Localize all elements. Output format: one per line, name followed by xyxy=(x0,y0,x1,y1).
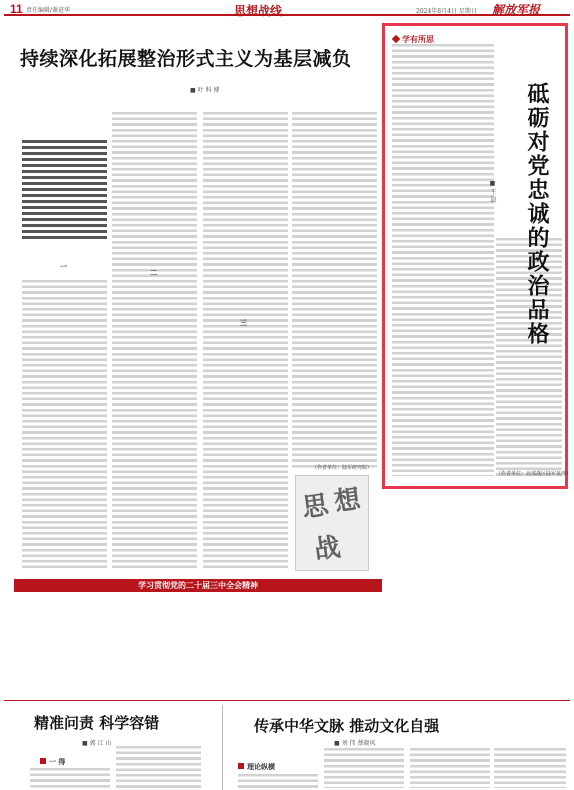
main-column-4 xyxy=(292,112,377,470)
lower-right-column-1 xyxy=(238,774,318,788)
main-footnote: （作者单位：陆军研究院） xyxy=(312,465,373,471)
section-title: 思想战线 xyxy=(234,4,283,18)
subhead-3: 三 xyxy=(240,319,247,327)
masthead-logo: 解放军报 xyxy=(492,3,541,17)
issue-date: 2024年8月4日 星期日 xyxy=(416,8,477,15)
lower-right-subhead: 理论纵横 xyxy=(238,762,275,772)
calligraphy-image: 思 想 战 xyxy=(295,475,369,571)
sidebar-tag: 学有所思 xyxy=(393,34,434,45)
lower-left-column-1 xyxy=(30,768,110,788)
theme-banner: 学习贯彻党的二十届三中全会精神 xyxy=(14,579,382,592)
page-editor: 责任编辑/谢进华 xyxy=(26,7,71,14)
column-separator xyxy=(222,705,223,790)
main-headline: 持续深化拓展整治形式主义为基层减负 xyxy=(20,48,352,70)
sidebar-title: 砥砺对党忠诚的政治品格 xyxy=(524,82,549,346)
lower-right-column-3 xyxy=(410,748,490,788)
lower-left-byline: ■ 郭 江 山 xyxy=(82,740,112,747)
page-number: 11 xyxy=(10,2,23,16)
main-column-2 xyxy=(112,112,197,568)
square-icon xyxy=(238,763,244,769)
lower-right-column-4 xyxy=(494,748,566,788)
section-divider xyxy=(4,700,570,701)
lead-paragraph xyxy=(22,140,107,242)
page-header xyxy=(4,2,570,16)
sidebar-footnote: （作者单位：北部战区陆军某部） xyxy=(496,471,572,477)
diamond-icon xyxy=(392,35,400,43)
lower-right-byline: ■ 刘 伟 蔡晓风 xyxy=(334,740,376,747)
lower-right-headline: 传承中华文脉 推动文化自强 xyxy=(254,717,440,735)
square-icon xyxy=(40,758,46,764)
subhead-2: 二 xyxy=(150,269,157,277)
sidebar-author: ■ 王 晨 xyxy=(489,180,496,203)
main-byline: ■ 叶 科 博 xyxy=(190,87,220,94)
lower-right-column-2 xyxy=(324,748,404,788)
lower-left-subhead: 一 得 xyxy=(40,757,65,767)
sidebar-column-1 xyxy=(392,44,494,476)
main-column-1 xyxy=(22,280,107,568)
subhead-1: 一 xyxy=(60,263,67,271)
lower-left-headline: 精准问责 科学容错 xyxy=(34,714,160,732)
lower-left-column-2 xyxy=(116,746,201,788)
main-column-3 xyxy=(203,112,288,568)
